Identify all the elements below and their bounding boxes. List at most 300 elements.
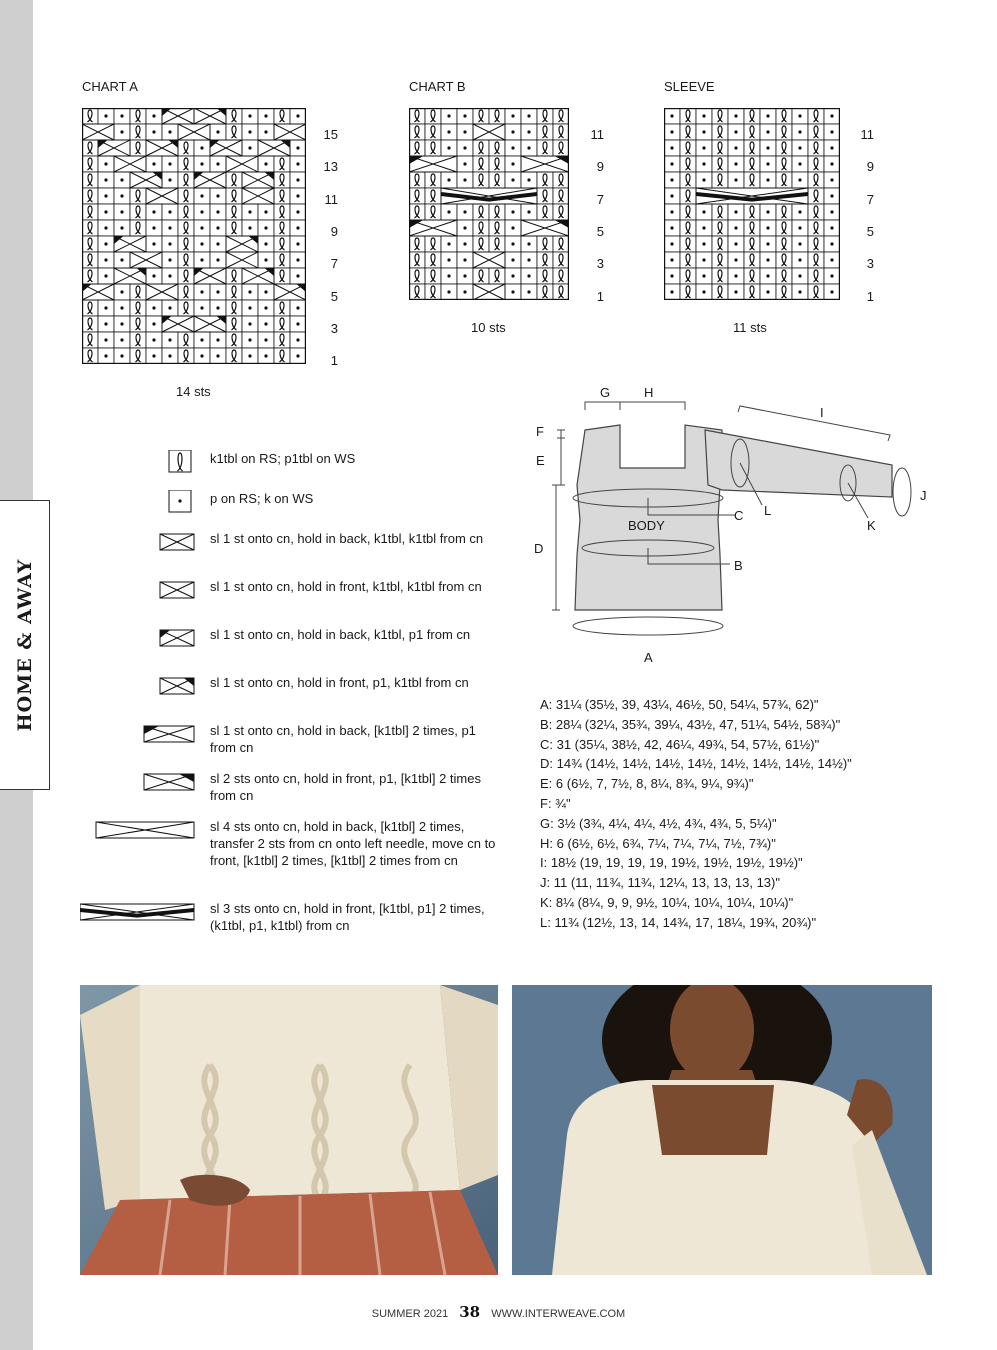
purl-mark	[200, 194, 203, 197]
legend-row	[80, 578, 500, 626]
purl-mark	[511, 242, 514, 245]
purl-mark	[296, 322, 299, 325]
purl-mark	[152, 354, 155, 357]
purl-mark	[734, 146, 737, 149]
purl-mark	[216, 338, 219, 341]
legend-text: sl 2 sts onto cn, hold in front, p1, [k1tbl] 2 times from cn	[210, 771, 481, 803]
cable-1-2-front-icon	[80, 770, 195, 796]
sleeve-chart-title: SLEEVE	[664, 79, 715, 94]
purl-mark	[511, 162, 514, 165]
cable-2-1-back-icon	[80, 722, 195, 748]
purl-mark	[702, 178, 705, 181]
purl-mark	[120, 178, 123, 181]
legend-text: sl 1 st onto cn, hold in front, k1tbl, k1tbl from cn	[210, 579, 482, 594]
purl-mark	[248, 210, 251, 213]
purl-mark	[104, 178, 107, 181]
row-number: 7	[330, 256, 338, 272]
measurement-line: I: 18½ (19, 19, 19, 19, 19½, 19½, 19½, 19½)"	[540, 855, 803, 871]
row-number: 7	[866, 191, 874, 207]
purl-mark	[511, 258, 514, 261]
legend-row	[80, 900, 500, 948]
legend-text: sl 1 st onto cn, hold in back, k1tbl, p1 from cn	[210, 627, 471, 642]
purl-mark	[830, 178, 833, 181]
purl-mark	[264, 162, 267, 165]
purl-mark	[216, 194, 219, 197]
purl-mark	[168, 258, 171, 261]
purl-mark	[527, 178, 530, 181]
purl-mark	[104, 226, 107, 229]
purl-mark	[152, 130, 155, 133]
purl-mark	[248, 114, 251, 117]
legend-text: p on RS; k on WS	[210, 491, 314, 506]
purl-mark	[670, 146, 673, 149]
purl-mark	[296, 178, 299, 181]
row-number: 3	[596, 256, 604, 272]
hem-circumference-ellipse	[573, 617, 723, 635]
label-i: I	[820, 405, 824, 420]
purl-mark	[734, 210, 737, 213]
row-number: 11	[590, 127, 604, 142]
purl-mark	[702, 162, 705, 165]
label-f: F	[536, 424, 544, 439]
legend-text: sl 1 st onto cn, hold in back, k1tbl, k1tbl from cn	[210, 531, 484, 546]
purl-mark	[104, 338, 107, 341]
legend-text: sl 1 st onto cn, hold in front, p1, k1tbl from cn	[210, 675, 469, 690]
purl-mark	[670, 194, 673, 197]
row-number: 9	[596, 159, 604, 175]
chart-b-title: CHART B	[409, 79, 466, 94]
purl-mark	[248, 354, 251, 357]
purl-mark	[511, 210, 514, 213]
purl-mark	[766, 226, 769, 229]
label-g: G	[600, 385, 611, 400]
purl-mark	[168, 130, 171, 133]
purl-mark	[734, 242, 737, 245]
row-number: 11	[324, 191, 338, 207]
purl-mark	[296, 114, 299, 117]
purl-mark	[766, 178, 769, 181]
purl-mark	[216, 242, 219, 245]
label-h: H	[644, 385, 654, 400]
purl-mark	[702, 274, 705, 277]
row-number: 5	[866, 223, 874, 239]
purl-mark	[830, 258, 833, 261]
row-number: 1	[330, 353, 338, 369]
purl-mark	[168, 354, 171, 357]
purl-mark	[670, 290, 673, 293]
purl-mark	[296, 226, 299, 229]
row-number: 9	[330, 223, 338, 239]
purl-mark	[463, 114, 466, 117]
purl-mark	[734, 274, 737, 277]
sleeve-chart-width-label: 11 sts	[733, 320, 767, 335]
purl-mark	[734, 114, 737, 117]
purl-mark	[120, 210, 123, 213]
measurement-line: L: 11¾ (12½, 13, 14, 14¾, 17, 18¼, 19¾, 20¾)"	[540, 914, 817, 930]
purl-mark	[702, 226, 705, 229]
purl-mark	[463, 226, 466, 229]
chart-b-grid	[409, 108, 569, 300]
label-d: D	[534, 541, 544, 556]
row-number: 5	[330, 288, 338, 304]
purl-mark	[104, 114, 107, 117]
purl-mark	[264, 114, 267, 117]
measurement-line: F: ¾"	[540, 796, 571, 811]
purl-mark	[463, 146, 466, 149]
purl-mark	[798, 162, 801, 165]
purl-mark	[248, 146, 251, 149]
purl-mark	[152, 338, 155, 341]
purl-mark	[830, 226, 833, 229]
cuff-ellipse	[893, 468, 911, 516]
purl-mark	[463, 178, 466, 181]
legend-row	[80, 818, 500, 866]
measurement-line: B: 28¼ (32¼, 35¾, 39¼, 43½, 47, 51¼, 54½, 58¾)"	[540, 716, 841, 732]
cable-1-1-front-purl-icon	[80, 674, 195, 700]
purl-mark	[702, 114, 705, 117]
purl-mark	[296, 146, 299, 149]
label-j: J	[920, 488, 927, 503]
purl-mark	[702, 258, 705, 261]
label-k: K	[867, 518, 876, 533]
purl-mark	[152, 210, 155, 213]
purl-mark	[216, 210, 219, 213]
purl-mark	[216, 258, 219, 261]
purl-mark	[670, 114, 673, 117]
purl-mark	[830, 210, 833, 213]
purl-mark	[120, 130, 123, 133]
purl-mark	[670, 178, 673, 181]
purl-mark	[216, 306, 219, 309]
purl-mark	[104, 322, 107, 325]
purl-mark	[798, 210, 801, 213]
purl-mark	[766, 162, 769, 165]
cable-1-1-back-purl-icon	[80, 626, 195, 652]
purl-mark	[296, 210, 299, 213]
purl-mark	[463, 242, 466, 245]
purl-mark	[766, 146, 769, 149]
purl-mark	[248, 306, 251, 309]
legend-text: sl 1 st onto cn, hold in back, [k1tbl] 2 times, p1 from cn	[210, 723, 476, 755]
purl-mark	[296, 194, 299, 197]
purl-mark	[248, 226, 251, 229]
dim-e	[557, 438, 565, 485]
photo-sweater-back	[80, 985, 498, 1275]
purl-mark	[264, 242, 267, 245]
purl-mark	[734, 178, 737, 181]
purl-mark	[152, 226, 155, 229]
purl-mark	[168, 226, 171, 229]
purl-mark	[264, 130, 267, 133]
purl-mark	[527, 290, 530, 293]
purl-mark	[264, 338, 267, 341]
purl-mark	[152, 114, 155, 117]
purl-mark	[216, 162, 219, 165]
label-a: A	[644, 650, 653, 665]
purl-mark	[200, 226, 203, 229]
legend-row	[80, 626, 500, 674]
purl-mark	[248, 338, 251, 341]
dim-i	[738, 406, 890, 441]
purl-mark	[830, 290, 833, 293]
purl-mark	[527, 274, 530, 277]
purl-mark	[798, 114, 801, 117]
sweater-schematic	[530, 380, 950, 670]
purl-mark	[296, 306, 299, 309]
measurement-line: H: 6 (6½, 6½, 6¾, 7¼, 7¼, 7¼, 7½, 7¾)"	[540, 835, 776, 851]
legend-text: sl 3 sts onto cn, hold in front, [k1tbl, p1] 2 times, (k1tbl, p1, k1tbl) from cn	[210, 901, 485, 933]
sleeve-shape	[705, 430, 892, 497]
purl-mark	[200, 306, 203, 309]
purl-mark	[702, 210, 705, 213]
purl-mark	[200, 146, 203, 149]
photo-model-front	[512, 985, 932, 1275]
purl-mark	[670, 130, 673, 133]
purl-mark	[670, 210, 673, 213]
purl-mark	[734, 162, 737, 165]
purl-mark	[120, 354, 123, 357]
measurement-line: E: 6 (6½, 7, 7½, 8, 8¼, 8¾, 9¼, 9¾)"	[540, 776, 754, 792]
purl-mark	[511, 114, 514, 117]
purl-mark	[798, 130, 801, 133]
purl-mark	[200, 210, 203, 213]
purl-mark	[200, 290, 203, 293]
measurement-line: K: 8¼ (8¼, 9, 9, 9½, 10¼, 10¼, 10¼, 10¼)"	[540, 895, 794, 910]
purl-mark	[463, 130, 466, 133]
legend-text: sl 4 sts onto cn, hold in back, [k1tbl] 2 times, transfer 2 sts from cn onto left needle, move cn to front, [k1tbl] 2 times, [k1tbl] 2 times from cn	[210, 819, 496, 868]
purl-mark	[264, 226, 267, 229]
purl-mark	[168, 210, 171, 213]
purl-mark	[670, 258, 673, 261]
purl-mark	[152, 306, 155, 309]
purl-mark	[216, 130, 219, 133]
legend-row	[80, 530, 500, 578]
purl-mark	[447, 130, 450, 133]
purl-mark	[447, 178, 450, 181]
purl-mark	[264, 290, 267, 293]
purl-mark	[120, 226, 123, 229]
measurement-line: D: 14¾ (14½, 14½, 14½, 14½, 14½, 14½, 14½, 14½)"	[540, 756, 852, 772]
purl-dot-icon	[80, 490, 195, 516]
purl-mark	[527, 242, 530, 245]
page-footer	[0, 1303, 997, 1321]
sleeve-chart-grid	[664, 108, 840, 300]
purl-mark	[168, 162, 171, 165]
purl-mark	[104, 258, 107, 261]
purl-mark	[798, 258, 801, 261]
dim-d	[552, 485, 560, 610]
purl-mark	[104, 210, 107, 213]
purl-mark	[296, 338, 299, 341]
row-number: 5	[596, 223, 604, 239]
purl-mark	[168, 178, 171, 181]
purl-mark	[264, 210, 267, 213]
purl-mark	[296, 258, 299, 261]
purl-mark	[104, 354, 107, 357]
purl-mark	[296, 274, 299, 277]
purl-mark	[120, 322, 123, 325]
purl-mark	[511, 146, 514, 149]
purl-mark	[830, 146, 833, 149]
purl-mark	[463, 290, 466, 293]
purl-mark	[120, 290, 123, 293]
purl-mark	[104, 242, 107, 245]
purl-mark	[670, 242, 673, 245]
purl-mark	[798, 146, 801, 149]
row-number: 1	[866, 288, 874, 304]
purl-mark	[264, 354, 267, 357]
purl-mark	[766, 210, 769, 213]
legend-row	[80, 722, 500, 770]
label-e: E	[536, 453, 545, 468]
purl-mark	[152, 242, 155, 245]
k1tbl-icon	[80, 450, 195, 476]
row-number: 3	[866, 256, 874, 272]
purl-mark	[200, 242, 203, 245]
footer-site: WWW.INTERWEAVE.COM	[491, 1308, 626, 1320]
dim-g-h	[585, 402, 685, 410]
purl-mark	[830, 274, 833, 277]
purl-mark	[248, 322, 251, 325]
purl-mark	[830, 242, 833, 245]
purl-mark	[798, 226, 801, 229]
cable-6-back-icon	[80, 818, 195, 844]
purl-mark	[120, 258, 123, 261]
purl-mark	[527, 146, 530, 149]
purl-mark	[152, 322, 155, 325]
purl-mark	[296, 354, 299, 357]
purl-mark	[248, 130, 251, 133]
purl-mark	[798, 274, 801, 277]
measurement-line: G: 3½ (3¾, 4¼, 4¼, 4½, 4¾, 4¾, 5, 5¼)"	[540, 815, 777, 831]
cable-1-1-front-tbl-icon	[80, 578, 195, 604]
purl-mark	[511, 290, 514, 293]
purl-mark	[734, 258, 737, 261]
section-tab-label: HOME & AWAY	[13, 558, 36, 732]
purl-mark	[152, 162, 155, 165]
cable-1-1-back-tbl-icon	[80, 530, 195, 556]
purl-mark	[104, 306, 107, 309]
purl-mark	[264, 322, 267, 325]
purl-mark	[798, 242, 801, 245]
purl-mark	[830, 194, 833, 197]
row-number: 11	[860, 127, 874, 142]
purl-mark	[296, 162, 299, 165]
row-number: 15	[323, 127, 338, 142]
purl-mark	[104, 194, 107, 197]
legend-row	[80, 770, 500, 818]
purl-mark	[200, 162, 203, 165]
purl-mark	[216, 226, 219, 229]
purl-mark	[527, 130, 530, 133]
purl-mark	[702, 290, 705, 293]
purl-mark	[296, 242, 299, 245]
purl-mark	[168, 274, 171, 277]
purl-mark	[511, 130, 514, 133]
label-l: L	[764, 503, 772, 518]
row-number: 7	[596, 191, 604, 207]
purl-mark	[766, 242, 769, 245]
measurement-line: C: 31 (35¼, 38½, 42, 46¼, 49¾, 54, 57½, 61½)"	[540, 736, 820, 752]
purl-mark	[527, 258, 530, 261]
purl-mark	[216, 354, 219, 357]
purl-mark	[168, 338, 171, 341]
row-number: 1	[596, 288, 604, 304]
purl-mark	[264, 258, 267, 261]
purl-mark	[766, 290, 769, 293]
purl-mark	[463, 210, 466, 213]
purl-mark	[447, 290, 450, 293]
label-b: B	[734, 558, 743, 573]
chart-a-grid	[82, 108, 306, 364]
purl-mark	[463, 274, 466, 277]
purl-mark	[447, 114, 450, 117]
cable-6-front-icon	[80, 900, 195, 926]
purl-mark	[830, 114, 833, 117]
purl-mark	[248, 290, 251, 293]
purl-mark	[447, 210, 450, 213]
purl-mark	[447, 274, 450, 277]
purl-mark	[178, 499, 181, 502]
purl-mark	[670, 274, 673, 277]
purl-mark	[120, 306, 123, 309]
purl-mark	[216, 290, 219, 293]
purl-mark	[104, 162, 107, 165]
purl-mark	[200, 258, 203, 261]
purl-mark	[120, 338, 123, 341]
purl-mark	[766, 130, 769, 133]
section-tab	[0, 500, 50, 790]
purl-mark	[511, 226, 514, 229]
purl-mark	[463, 162, 466, 165]
purl-mark	[168, 306, 171, 309]
purl-mark	[200, 354, 203, 357]
purl-mark	[264, 306, 267, 309]
label-c: C	[734, 508, 744, 523]
purl-mark	[527, 210, 530, 213]
purl-mark	[830, 130, 833, 133]
purl-mark	[120, 194, 123, 197]
dim-f	[557, 430, 565, 438]
purl-mark	[168, 242, 171, 245]
measurement-line: J: 11 (11, 11¾, 11¾, 12¼, 13, 13, 13, 13)"	[540, 875, 780, 891]
purl-mark	[734, 130, 737, 133]
legend-text: k1tbl on RS; p1tbl on WS	[210, 451, 356, 466]
purl-mark	[447, 242, 450, 245]
purl-mark	[702, 146, 705, 149]
purl-mark	[766, 114, 769, 117]
purl-mark	[734, 290, 737, 293]
purl-mark	[798, 290, 801, 293]
chart-b-width-label: 10 sts	[471, 320, 506, 335]
row-number: 13	[323, 159, 338, 175]
chart-a-title: CHART A	[82, 79, 138, 94]
purl-mark	[511, 178, 514, 181]
purl-mark	[200, 338, 203, 341]
purl-mark	[104, 274, 107, 277]
chart-a-width-label: 14 sts	[176, 384, 211, 399]
purl-mark	[766, 274, 769, 277]
purl-mark	[702, 242, 705, 245]
purl-mark	[670, 162, 673, 165]
legend-row	[80, 674, 500, 722]
row-number: 9	[866, 159, 874, 175]
purl-mark	[766, 258, 769, 261]
body-label: BODY	[628, 518, 665, 533]
footer-page-number: 38	[459, 1303, 481, 1321]
purl-mark	[702, 130, 705, 133]
purl-mark	[798, 178, 801, 181]
